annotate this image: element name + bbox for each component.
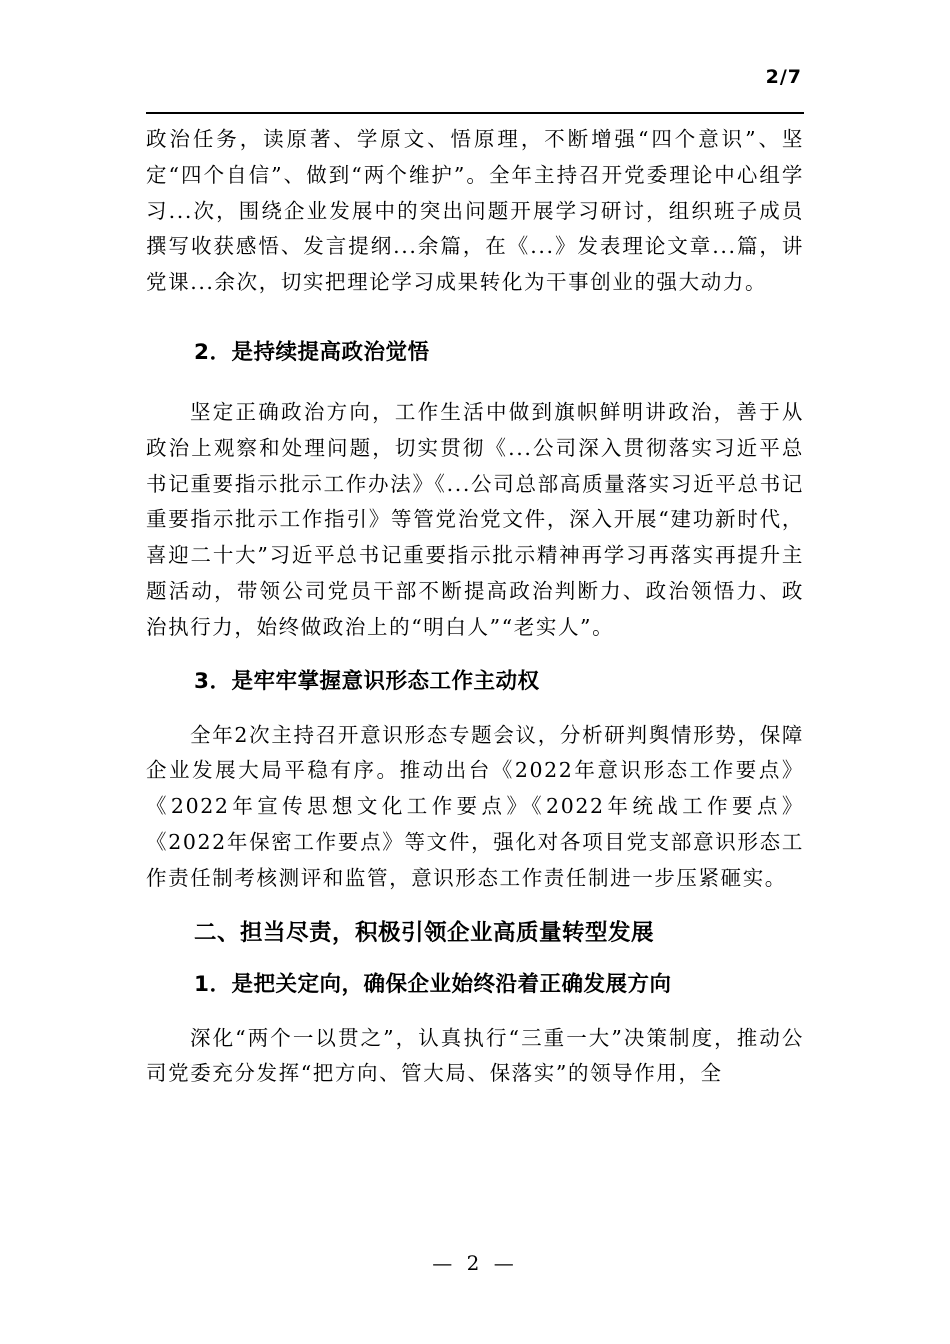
paragraph-4: 深化“两个一以贯之”，认真执行“三重一大”决策制度，推动公司党委充分发挥“把方向、管大局、保落实”的领导作用，全 — [146, 1025, 804, 1086]
heading-political-awareness: 2．是持续提高政治觉悟 — [194, 339, 430, 365]
document-body — [146, 122, 804, 1092]
section-heading-2: 二、担当尽责，积极引领企业高质量转型发展 — [194, 919, 655, 946]
paragraph-3: 全年2次主持召开意识形态专题会议，分析研判舆情形势，保障企业发展大局平稳有序。推动出台《2022年意识形态工作要点》《2022年宣传思想文化工作要点》《2022年统战工作要点》《2022年保密工作要点》等文件，强化对各项目党支部意识形态工作责任制考核测评和监管，意识形态工作责任制进一步压紧砸实。 — [146, 722, 804, 890]
paragraph-2: 坚定正确政治方向，工作生活中做到旗帜鲜明讲政治，善于从政治上观察和处理问题，切实贯彻《...公司深入贯彻落实习近平总书记重要指示批示工作办法》《...公司总部高质量落实习近平总书记重要指示批示工作指引》等管党治党文件，深入开展“建功新时代，喜迎二十大”习近平总书记重要指示批示精神再学习再落实再提升主题活动，带领公司党员干部不断提高政治判断力、政治领悟力、政治执行力，始终做政治上的“明白人”“老实人”。 — [146, 399, 804, 639]
heading-ideology-work: 3．是牢牢掌握意识形态工作主动权 — [194, 668, 540, 694]
footer-page-number: — 2 — — [432, 1251, 518, 1275]
page-counter: 2/7 — [765, 66, 802, 88]
header-rule — [146, 112, 804, 114]
paragraph-1: 政治任务，读原著、学原文、悟原理，不断增强“四个意识”、坚定“四个自信”、做到“两个维护”。全年主持召开党委理论中心组学习...次，围绕企业发展中的突出问题开展学习研讨，组织班子成员撰写收获感悟、发言提纲...余篇，在《...》发表理论文章...篇，讲党课...余次，切实把理论学习成果转化为干事创业的强大动力。 — [146, 127, 804, 295]
heading-direction: 1．是把关定向，确保企业始终沿着正确发展方向 — [194, 971, 672, 997]
